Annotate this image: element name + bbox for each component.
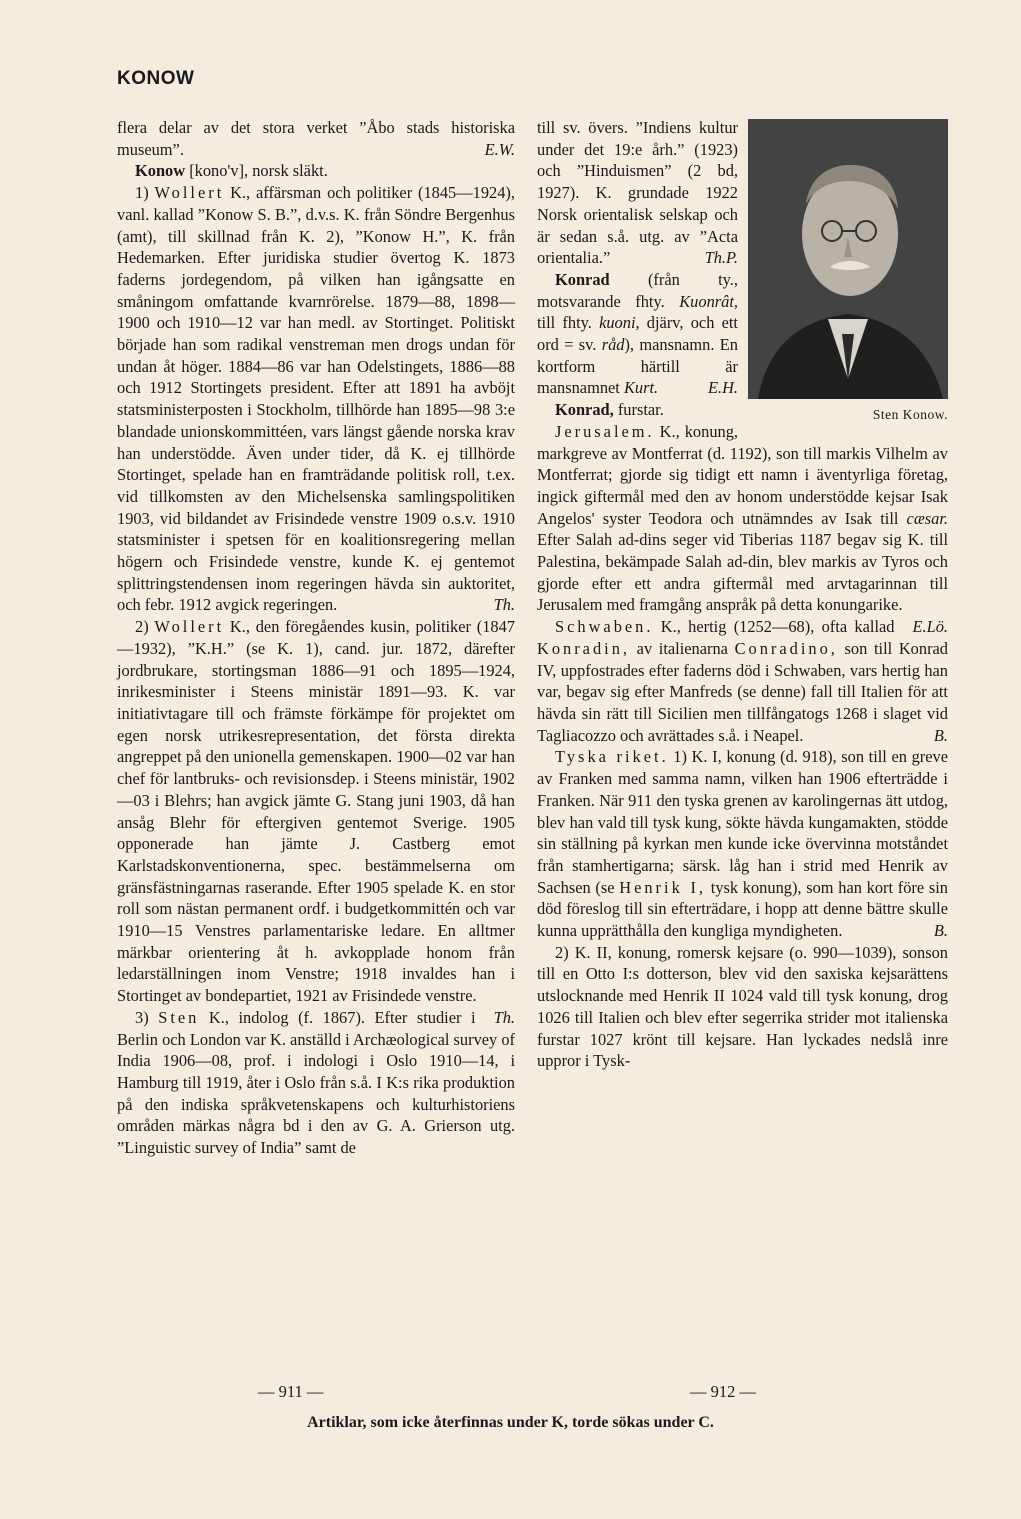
- signature: Th.P.: [704, 248, 738, 268]
- signature: Th.: [493, 595, 515, 615]
- entry-jerusalem: Jerusalem. K., konung, markgreve av Montferrat (d. 1192), son till markis Vilhelm av Montferrat; gjorde sig tidigt ett namn i äventyrliga företag, ingick giftermål med den av honom understödde kejsar Isak Angelos' syster Teodora och utnämndes av Isak till cæsar. Efter Salah ad-dins seger vid Tiberias 1187 begav sig K. till Palestina, bekämpade Salah ad-din, blev markis av Tyros och gjorde efter ett andra giftermål med arvtagarinnan till Jerusalem med framgång anspråk på detta konungarike. E.Lö.: [537, 421, 948, 637]
- entry-konrad-furstar: Konrad, furstar.: [555, 400, 664, 420]
- entry-name: Sten: [158, 1007, 200, 1027]
- entry-headword: Konrad,: [555, 400, 614, 420]
- portrait-caption: Sten Konow.: [872, 407, 948, 422]
- entry-headword: Konow: [135, 161, 186, 181]
- entry-name: Wollert: [154, 183, 225, 203]
- right-column: [537, 117, 948, 1072]
- page-number-left: — 911 —: [258, 1382, 324, 1401]
- entry-konow: Konow [kono'v], norsk släkt.: [135, 161, 328, 181]
- signature: B.: [933, 921, 948, 941]
- entry-konrad-ii: 2) K. II, konung, romersk kejsare (o. 990—1039), sonson till en Otto I:s dotterson, blev vid den saxiska kejsarättens utslocknande med Henrik II 1024 vald till tysk konung, drog 1026 till Italien och blev efter segerrika strider mot italienska furstar 1027 krönt till kejsare. Han lyckades nedslå inre uppror i Tysk-: [537, 942, 948, 1071]
- entry-headword: Konrad: [555, 269, 610, 289]
- left-column: [117, 117, 515, 1159]
- entry-tyska-riket: Tyska riket. 1) K. I, konung (d. 918), son till en greve av Franken med samma namn, vilken han 1906 efterträdde i Franken. När 911 den tyska grenen av karolingernas ätt utdog, blev han vald till tysk kung, sökte hävda kungamakten, stödde sin ställning på kyrkan men kunde icke övervinna motståndet från stamhertigarna; särsk. låg han i strid med Henrik av Sachsen (se Henrik I, tysk konung), som han kort före sin död föreslog till sin efterträdare, i hopp att denne bättre skulle kunna upprätthålla den kungliga myndigheten. B.: [537, 747, 948, 941]
- paragraph: flera delar av det stora verket ”Åbo stads historiska museum”. E.W.: [117, 118, 515, 159]
- entry-name: Schwaben.: [555, 617, 654, 637]
- paragraph: till sv. övers. ”Indiens kultur under det 19:e årh.” (1923) och ”Hinduismen” (2 bd, 1927). K. grundade 1922 Norsk orientalisk selskap och är sedan s.å. utg. av ”Acta orientalia.” Th.P.: [537, 118, 738, 268]
- signature: E.H.: [707, 378, 738, 398]
- footer-note: Artiklar, som icke återfinnas under K, torde sökas under C.: [307, 1414, 714, 1431]
- signature: E.Lö.: [912, 617, 948, 637]
- entry-name: Jerusalem.: [555, 421, 655, 441]
- signature: B.: [933, 725, 948, 745]
- entry-sten: 3) Sten K., indolog (f. 1867). Efter studier i Berlin och London var K. anställd i Archæological survey of India 1906—08, prof. i indologi i Oslo 1910—14, i Hamburg till 1919, åter i Oslo från s.å. I K:s rika produktion på den indiska språkvetenskapens och kulturhistoriens områden märkas några bd i den av G. A. Grierson utg. ”Linguistic survey of India” samt de: [117, 1007, 515, 1158]
- page-number-right: — 912 —: [690, 1382, 756, 1401]
- running-header: KONOW: [117, 68, 195, 89]
- entry-wollert-2: 2) Wollert K., den föregåendes kusin, politiker (1847—1932), ”K.H.” (se K. 1), cand. jur. 1872, därefter jordbrukare, stortingsman 1886—91 och 1895—1924, inrikesminister i Steens ministär 1891—93. K. var initiativtagare till och främste förkämpe för projektet om egen norsk utrikesrepresentation, det första direkta angreppet på den unionella gemenskapen. 1900—02 var han chef för lantbruks- och revisionsdep. i Steens ministär, 1902—03 i Blehrs; han avgick jämte G. Stang juni 1903, då han ansåg Blehr för eftergiven gentemot Sverige. 1905 opponerade han jämte J. Castberg emot Karlstadskonventionerna, spec. bestämmelserna om gränsfästningarnas raserande. Efter 1905 spelade K. en stor roll som nästan permanent ordf. i budgetkommittén och var 1910—15 Venstres parlamentariske ledare. En alltmer märkbar orientering åt h. avkopplade honom från ledarställningen inom Venstre; 1918 invaldes han i Stortinget av bondepartiet, 1921 av Frisindede venstre. Th.: [117, 617, 515, 1027]
- portrait-figure: [748, 119, 948, 426]
- portrait-photo: [748, 119, 948, 399]
- signature: E.W.: [484, 139, 515, 159]
- signature: Th.: [493, 1007, 515, 1027]
- entry-wollert-1: 1) Wollert K., affärsman och politiker (1845—1924), vanl. kallad ”Konow S. B.”, d.v.s. K. från Söndre Bergenhus (amt), till skillnad från K. 2), ”Konow H.”, K. från Hedemarken. Efter juridiska studier övertog K. 1873 faderns jordegendom, på vilken han igångsatte en småningom omfattande kvarnrörelse. 1879—88, 1898—1900 och 1910—12 var han medl. av Stortinget. Politiskt började han som radikal venstreman men drogs undan för undan åt höger. 1884—86 var han Odelstingets, 1886—88 och 1912 Stortingets president. Efter att 1891 ha avböjt statsministerposten i Stockholm, tillhörde han 1895—98 3:e blandade unionskommittéen, vars längst gående norska krav han understödde. Även under tider, då K. ej tillhörde Stortinget, spelade han en framträdande politisk roll, t.ex. vid tillkomsten av den Michelsenska samlingspolitiken 1903, vid bildandet av Frisindede venstre 1909 o.s.v. 1910 statsminister i spetsen för en koalitionsregering mellan högern och Frisindede venstre, kunde K. ej gentemot splittringstendensen inom regeringen hävda sin auktoritet, och febr. 1912 avgick regeringen. Th.: [117, 183, 515, 615]
- entry-schwaben: Schwaben. K., hertig (1252—68), ofta kallad Konradin, av italienarna Conradino, son till Konrad IV, uppfostrades efter faderns död i Schwaben, vars hertig han var, begav sig efter Manfreds (se denne) fall till Italien för att hävda sin rätt till Sicilien men tillfångatogs 1268 i slaget vid Tagliacozzo och avrättades s.å. i Neapel. B.: [537, 617, 948, 745]
- entry-name: Wollert: [154, 617, 225, 637]
- entry-name: Tyska riket.: [555, 747, 669, 767]
- entry-konrad: Konrad (från ty., motsvarande fhty. Kuonrât, till fhty. kuoni, djärv, och ett ord = sv. råd), mansnamn. En kortform härtill är mansnamnet Kurt. E.H.: [537, 269, 738, 398]
